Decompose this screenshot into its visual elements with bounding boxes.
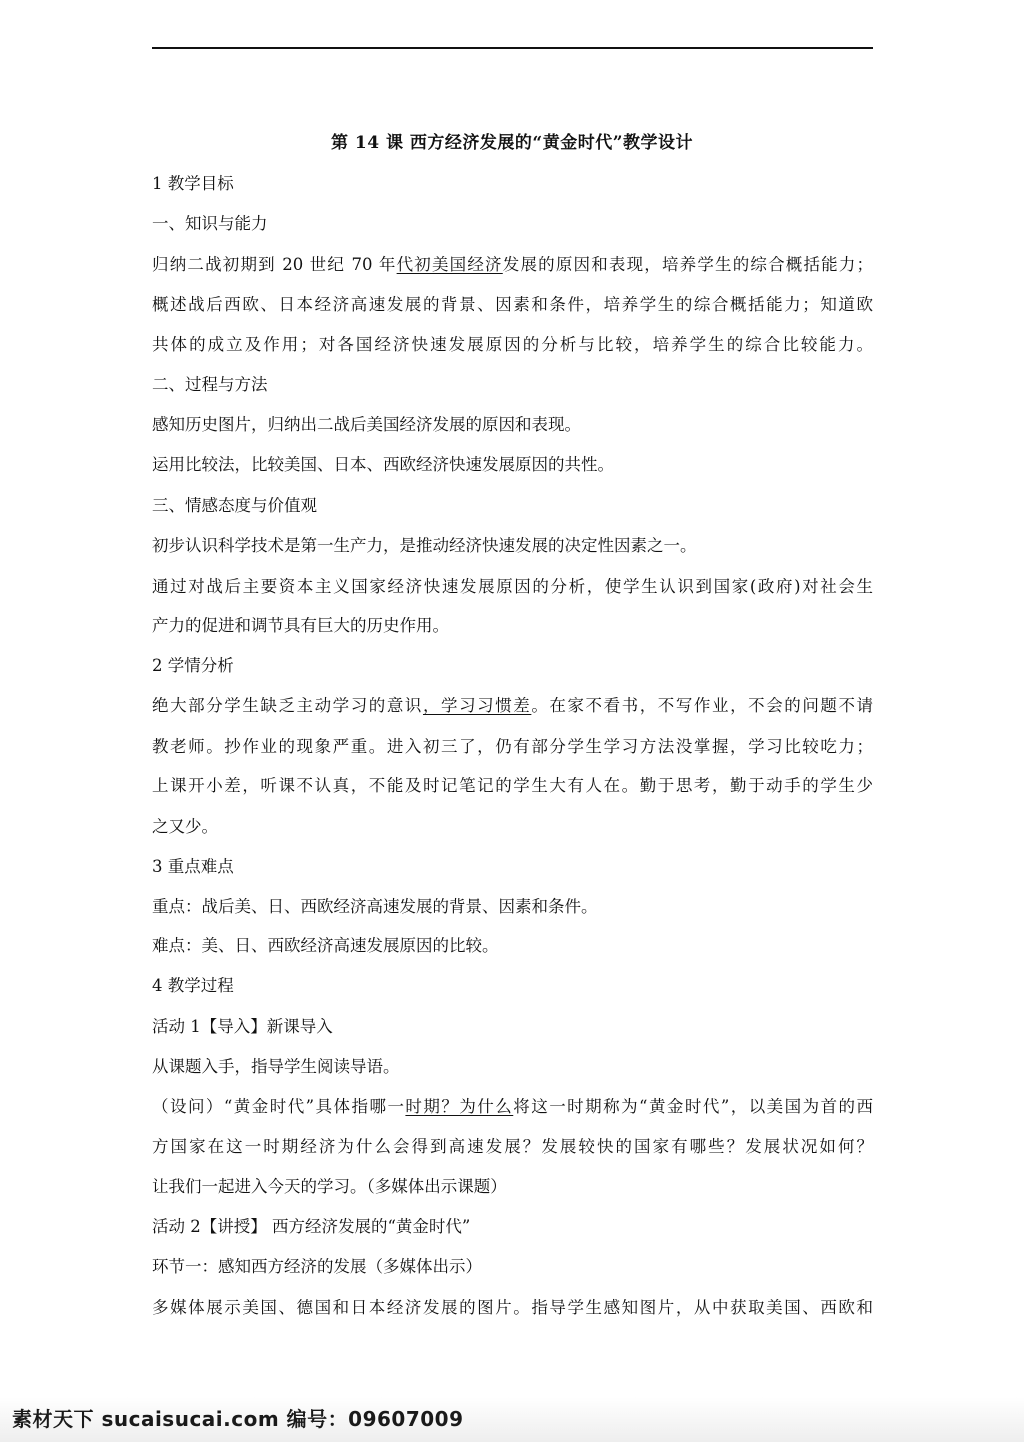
text-line: 一、知识与能力 xyxy=(152,214,268,233)
text-line: （设问）“黄金时代”具体指哪一时期？为什么将这一时期称为“黄金时代”，以美国为首的西 xyxy=(152,1097,874,1116)
header-rule xyxy=(152,47,873,49)
text-line: 运用比较法，比较美国、日本、西欧经济快速发展原因的共性。 xyxy=(152,455,614,474)
document-title: 第 14 课 西方经济发展的“黄金时代”教学设计 xyxy=(331,133,693,153)
text-line: 多媒体展示美国、德国和日本经济发展的图片。指导学生感知图片，从中获取美国、西欧和 xyxy=(152,1298,873,1317)
text-line: 重点：战后美、日、西欧经济高速发展的背景、因素和条件。 xyxy=(152,897,598,916)
text-line: 共体的成立及作用；对各国经济快速发展原因的分析与比较，培养学生的综合比较能力。 xyxy=(152,335,873,354)
text-line: 初步认识科学技术是第一生产力，是推动经济快速发展的决定性因素之一。 xyxy=(152,536,697,555)
text-line: 活动 2【讲授】 西方经济发展的“黄金时代” xyxy=(152,1217,471,1236)
text-line: 4 教学过程 xyxy=(152,976,234,995)
text-line: 1 教学目标 xyxy=(152,174,234,193)
text-line: 感知历史图片，归纳出二战后美国经济发展的原因和表现。 xyxy=(152,415,581,434)
text-line: 2 学情分析 xyxy=(152,656,234,675)
text-line: 环节一：感知西方经济的发展（多媒体出示） xyxy=(152,1257,482,1276)
text-line: 活动 1【导入】新课导入 xyxy=(152,1017,333,1036)
text-line: 之又少。 xyxy=(152,817,218,836)
text-line: 产力的促进和调节具有巨大的历史作用。 xyxy=(152,616,449,635)
text-line: 上课开小差，听课不认真，不能及时记笔记的学生大有人在。勤于思考，勤于动手的学生少 xyxy=(152,776,873,795)
text-line: 难点：美、日、西欧经济高速发展原因的比较。 xyxy=(152,936,499,955)
text-line: 绝大部分学生缺乏主动学习的意识，学习习惯差。在家不看书，不写作业，不会的问题不请 xyxy=(152,696,874,715)
text-line: 通过对战后主要资本主义国家经济快速发展原因的分析，使学生认识到国家(政府)对社会生 xyxy=(152,577,873,596)
text-line: 3 重点难点 xyxy=(152,857,234,876)
text-line: 教老师。抄作业的现象严重。进入初三了，仍有部分学生学习方法没掌握，学习比较吃力； xyxy=(152,737,873,756)
text-line: 方国家在这一时期经济为什么会得到高速发展？发展较快的国家有哪些？发展状况如何？ xyxy=(152,1137,873,1156)
watermark-text: 素材天下 sucaisucai.com 编号：09607009 xyxy=(12,1407,464,1431)
text-line: 归纳二战初期到 20 世纪 70 年代初美国经济发展的原因和表现，培养学生的综合概括能力； xyxy=(152,255,874,274)
watermark-bar xyxy=(0,1397,1024,1442)
text-line: 从课题入手，指导学生阅读导语。 xyxy=(152,1057,400,1076)
text-line: 让我们一起进入今天的学习。（多媒体出示课题） xyxy=(152,1177,507,1196)
text-line: 概述战后西欧、日本经济高速发展的背景、因素和条件，培养学生的综合概括能力；知道欧 xyxy=(152,295,873,314)
text-line: 三、情感态度与价值观 xyxy=(152,496,317,515)
text-line: 二、过程与方法 xyxy=(152,375,268,394)
